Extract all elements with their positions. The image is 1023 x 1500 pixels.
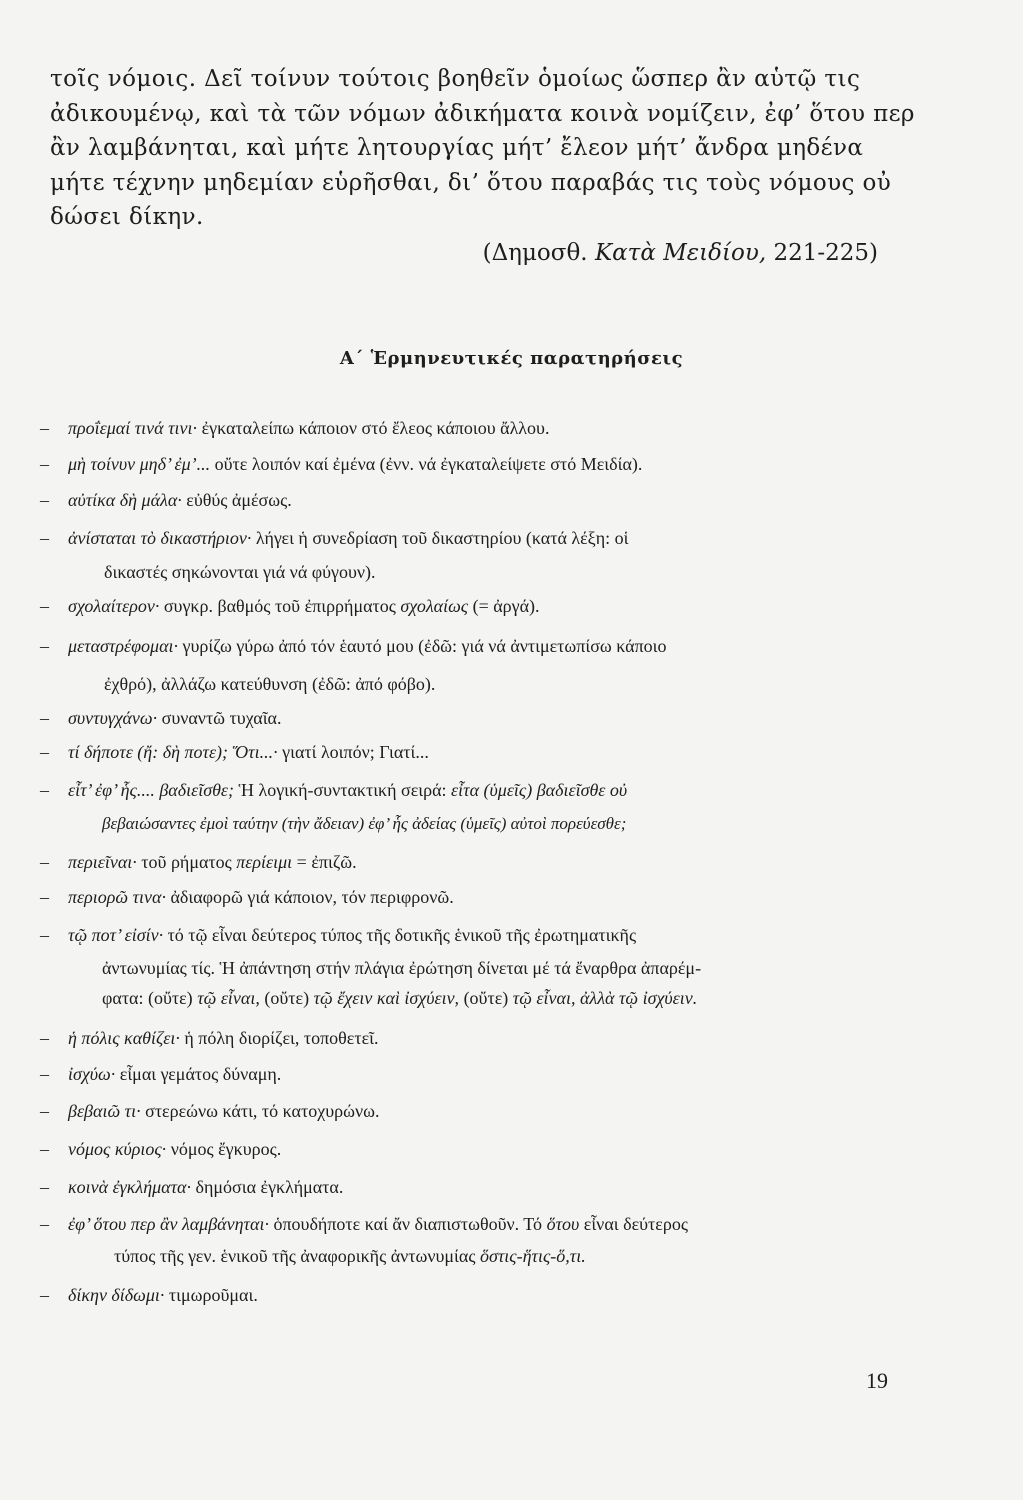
note-term: ἐφ’ ὅτου περ ἂν λαμβάνηται· bbox=[68, 1214, 269, 1234]
citation-author: (Δημοσθ. bbox=[482, 240, 588, 266]
note-item: – συντυγχάνω· συναντῶ τυχαῖα. bbox=[40, 708, 282, 728]
note-term: νόμος κύριος· bbox=[68, 1139, 167, 1159]
note-continuation: τύπος τῆς γεν. ἑνικοῦ τῆς ἀναφορικῆς ἀντωνυμίας ὅστις-ἥτις-ὅ,τι. bbox=[114, 1246, 586, 1266]
note-text: νόμος ἔγκυρος. bbox=[166, 1139, 282, 1159]
note-text: συναντῶ τυχαῖα. bbox=[157, 708, 282, 728]
note-term: ἀνίσταται τὸ δικαστήριον· bbox=[68, 528, 252, 548]
note-text: τιμωροῦμαι. bbox=[164, 1285, 258, 1305]
passage-line: τοῖς νόμοις. Δεῖ τοίνυν τούτοις βοηθεῖν ὁμοίως ὥσπερ ἂν αὑτῷ τις bbox=[50, 66, 861, 92]
note-item: – ἐφ’ ὅτου περ ἂν λαμβάνηται· ὁπουδήποτε καί ἄν διαπιστωθοῦν. Τό ὅτου εἶναι δεύτερος bbox=[40, 1214, 688, 1234]
passage-line: μήτε τέχνην μηδεμίαν εὑρῆσθαι, δι’ ὅτου παραβάς τις τοὺς νόμους οὐ bbox=[50, 169, 892, 196]
note-item: – τί δήποτε (ἤ: δὴ ποτε); Ὅτι...· γιατί λοιπόν; Γιατί... bbox=[40, 742, 429, 762]
note-text-italic: σχολαίως bbox=[400, 596, 469, 616]
note-term: μεταστρέφομαι· bbox=[68, 636, 179, 656]
citation-work: Κατὰ Μειδίου, bbox=[594, 240, 767, 266]
note-text: δημόσια ἐγκλήματα. bbox=[191, 1177, 344, 1197]
note-item: – μεταστρέφομαι· γυρίζω γύρω ἀπό τόν ἑαυτό μου (ἐδῶ: γιά νά ἀντιμετωπίσω κάποιο bbox=[40, 636, 667, 656]
note-continuation: φατα: (οὔτε) τῷ εἶναι, (οὔτε) τῷ ἔχειν καὶ ἰσχύειν, (οὔτε) τῷ εἶναι, ἀλλὰ τῷ ἰσχύειν. bbox=[102, 988, 698, 1008]
note-term: τῷ ποτ’ εἰσίν· bbox=[68, 925, 164, 945]
note-item: – δίκην δίδωμι· τιμωροῦμαι. bbox=[40, 1285, 258, 1305]
passage-line: ἀδικουμένῳ, καὶ τὰ τῶν νόμων ἀδικήματα κοινὰ νομίζειν, ἐφ’ ὅτου περ bbox=[50, 100, 915, 127]
note-continuation: δικαστές σηκώνονται γιά νά φύγουν). bbox=[104, 562, 376, 582]
note-text: γιατί λοιπόν; Γιατί... bbox=[277, 742, 429, 762]
note-text-italic: εἶτα (ὑμεῖς) βαδιεῖσθε οὐ bbox=[451, 780, 628, 800]
note-text: λήγει ἡ συνεδρίαση τοῦ δικαστηρίου (κατά λέξη: οἱ bbox=[251, 528, 629, 548]
note-continuation: ἐχθρό), ἀλλάζω κατεύθυνση (ἐδῶ: ἀπό φόβο). bbox=[104, 674, 436, 694]
note-text: Ἡ λογική-συντακτική σειρά: bbox=[234, 780, 452, 800]
citation-range: 221-225) bbox=[773, 240, 878, 266]
note-text: (= ἀργά). bbox=[468, 596, 540, 616]
note-item: – κοινὰ ἐγκλήματα· δημόσια ἐγκλήματα. bbox=[40, 1177, 344, 1197]
note-item: – εἶτ’ ἐφ’ ἧς.... βαδιεῖσθε; Ἡ λογική-συντακτική σειρά: εἶτα (ὑμεῖς) βαδιεῖσθε οὐ bbox=[40, 780, 628, 800]
note-term: προΐεμαί τινά τινι· bbox=[68, 418, 198, 438]
note-text-italic: ὅτου bbox=[546, 1214, 580, 1234]
note-text: συγκρ. βαθμός τοῦ ἐπιρρήματος bbox=[159, 596, 401, 616]
note-item: – νόμος κύριος· νόμος ἔγκυρος. bbox=[40, 1139, 282, 1159]
note-text: εὐθύς ἀμέσως. bbox=[181, 490, 292, 510]
note-continuation: ἀντωνυμίας τίς. Ἡ ἀπάντηση στήν πλάγια ἐρώτηση δίνεται μέ τά ἔναρθρα ἀπαρέμ- bbox=[102, 958, 702, 978]
note-term: μὴ τοίνυν μηδ’ ἐμ’... bbox=[68, 454, 211, 474]
note-text: γυρίζω γύρω ἀπό τόν ἑαυτό μου (ἐδῶ: γιά νά ἀντιμετωπίσω κάποιο bbox=[178, 636, 667, 656]
note-item: – ἰσχύω· εἶμαι γεμάτος δύναμη. bbox=[40, 1064, 282, 1084]
note-term: περιορῶ τινα· bbox=[68, 887, 166, 907]
note-item: – ἡ πόλις καθίζει· ἡ πόλη διορίζει, τοποθετεῖ. bbox=[40, 1028, 379, 1048]
passage-line: δώσει δίκην. bbox=[50, 204, 204, 230]
note-item: – αὐτίκα δὴ μάλα· εὐθύς ἀμέσως. bbox=[40, 490, 292, 510]
passage-line: ἂν λαμβάνηται, καὶ μήτε λητουργίας μήτ’ ἔλεον μήτ’ ἄνδρα μηδένα bbox=[50, 135, 864, 161]
note-text: = ἐπιζῶ. bbox=[292, 852, 357, 872]
note-term: συντυγχάνω· bbox=[68, 708, 158, 728]
note-text: εἶμαι γεμάτος δύναμη. bbox=[115, 1064, 282, 1084]
note-text: στερεώνω κάτι, τό κατοχυρώνω. bbox=[140, 1101, 380, 1121]
note-term: βεβαιῶ τι· bbox=[68, 1101, 141, 1121]
note-item: – βεβαιῶ τι· στερεώνω κάτι, τό κατοχυρώνω. bbox=[40, 1101, 380, 1121]
note-term: κοινὰ ἐγκλήματα· bbox=[68, 1177, 192, 1197]
note-term: δίκην δίδωμι· bbox=[68, 1285, 165, 1305]
note-item: – τῷ ποτ’ εἰσίν· τό τῷ εἶναι δεύτερος τύπος τῆς δοτικῆς ἑνικοῦ τῆς ἐρωτηματικῆς bbox=[40, 925, 637, 945]
note-term: ἰσχύω· bbox=[68, 1064, 116, 1084]
note-continuation: βεβαιώσαντες ἐμοὶ ταύτην (τὴν ἄδειαν) ἐφ’ ἧς ἀδείας (ὑμεῖς) αὐτοὶ πορεύεσθε; bbox=[102, 814, 627, 833]
note-text: ὁπουδήποτε καί ἄν διαπιστωθοῦν. Τό bbox=[268, 1214, 547, 1234]
note-text: ἀδιαφορῶ γιά κάποιον, τόν περιφρονῶ. bbox=[165, 887, 454, 907]
note-text: τοῦ ρήματος bbox=[136, 852, 237, 872]
greek-passage bbox=[50, 62, 915, 235]
note-text-italic: περίειμι bbox=[236, 852, 293, 872]
note-term: ἡ πόλις καθίζει· bbox=[68, 1028, 180, 1048]
note-text: οὔτε λοιπόν καί ἐμένα (ἐνν. νά ἐγκαταλείψετε στό Μειδία). bbox=[210, 454, 643, 474]
note-item: – μὴ τοίνυν μηδ’ ἐμ’... οὔτε λοιπόν καί ἐμένα (ἐνν. νά ἐγκαταλείψετε στό Μειδία). bbox=[40, 454, 643, 474]
note-item: – ἀνίσταται τὸ δικαστήριον· λήγει ἡ συνεδρίαση τοῦ δικαστηρίου (κατά λέξη: οἱ bbox=[40, 528, 629, 548]
section-heading: Α΄ Ἑρμηνευτικές παρατηρήσεις bbox=[339, 348, 684, 369]
note-text: εἶναι δεύτερος bbox=[579, 1214, 688, 1234]
note-text: ἡ πόλη διορίζει, τοποθετεῖ. bbox=[179, 1028, 379, 1048]
note-term: περιεῖναι· bbox=[68, 852, 137, 872]
page-number: 19 bbox=[866, 1368, 888, 1393]
note-text: ἐγκαταλείπω κάποιον στό ἔλεος κάποιου ἄλλου. bbox=[197, 418, 550, 438]
note-term: τί δήποτε (ἤ: δὴ ποτε); Ὅτι...· bbox=[68, 742, 278, 762]
note-item: – σχολαίτερον· συγκρ. βαθμός τοῦ ἐπιρρήματος σχολαίως (= ἀργά). bbox=[40, 596, 540, 616]
note-item: – προΐεμαί τινά τινι· ἐγκαταλείπω κάποιον στό ἔλεος κάποιου ἄλλου. bbox=[40, 418, 550, 438]
note-term: σχολαίτερον· bbox=[68, 596, 160, 616]
note-item: – περιορῶ τινα· ἀδιαφορῶ γιά κάποιον, τόν περιφρονῶ. bbox=[40, 887, 454, 907]
note-term: εἶτ’ ἐφ’ ἧς.... βαδιεῖσθε; bbox=[68, 780, 234, 800]
note-item: – περιεῖναι· τοῦ ρήματος περίειμι = ἐπιζῶ. bbox=[40, 852, 357, 872]
passage-citation bbox=[483, 240, 878, 266]
note-term: αὐτίκα δὴ μάλα· bbox=[68, 490, 182, 510]
note-text: τό τῷ εἶναι δεύτερος τύπος τῆς δοτικῆς ἑνικοῦ τῆς ἐρωτηματικῆς bbox=[163, 925, 637, 945]
